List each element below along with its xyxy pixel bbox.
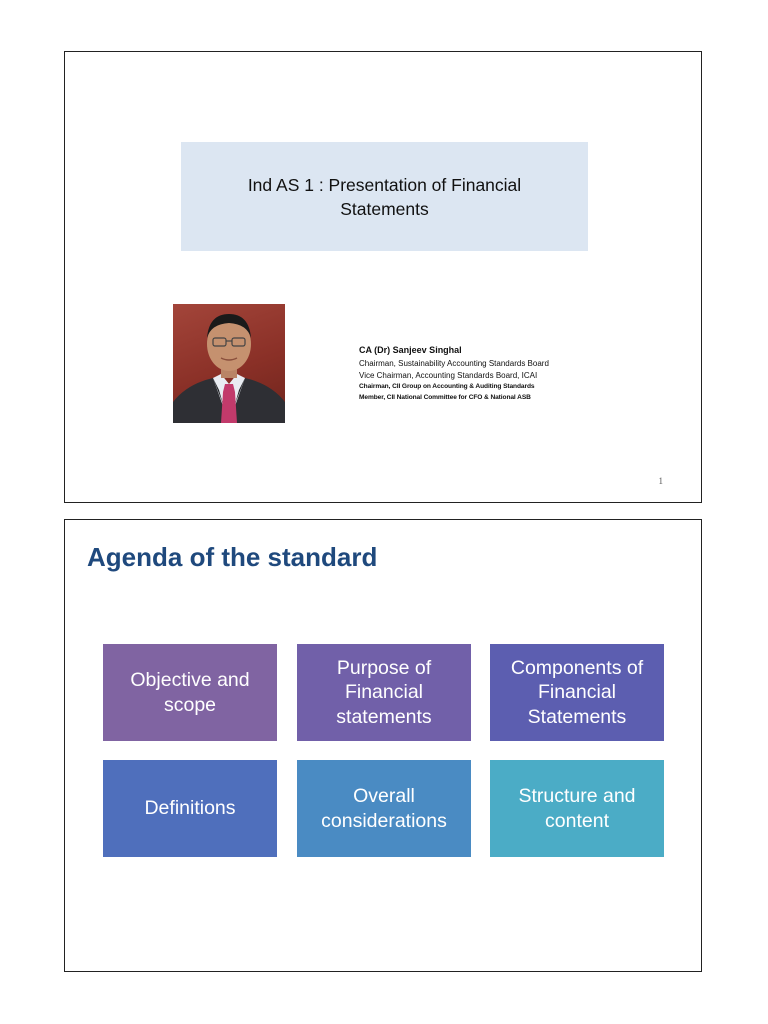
agenda-box-objective: Objective and scope [103,644,277,741]
presentation-title: Ind AS 1 : Presentation of Financial Statements [247,174,522,219]
author-role: Chairman, Sustainability Accounting Standards Board [359,359,549,368]
title-box [181,142,588,251]
agenda-box-purpose: Purpose of Financial statements [297,644,471,741]
agenda-box-definitions: Definitions [103,760,277,857]
agenda-box-overall: Overall considerations [297,760,471,857]
speaker-photo [173,304,285,423]
agenda-box-structure: Structure and content [490,760,664,857]
author-role: Vice Chairman, Accounting Standards Board, ICAI [359,370,538,380]
author-role: Member, CII National Committee for CFO & National ASB [359,394,531,401]
slide-1 [64,51,702,503]
page-number: 1 [658,476,663,486]
agenda-box-components: Components of Financial Statements [490,644,664,741]
slide-2 [64,519,702,972]
author-block [359,344,659,403]
author-role: Chairman, CII Group on Accounting & Auditing Standards [359,383,535,390]
author-name: CA (Dr) Sanjeev Singhal [359,345,462,355]
agenda-title: Agenda of the standard [87,542,378,572]
